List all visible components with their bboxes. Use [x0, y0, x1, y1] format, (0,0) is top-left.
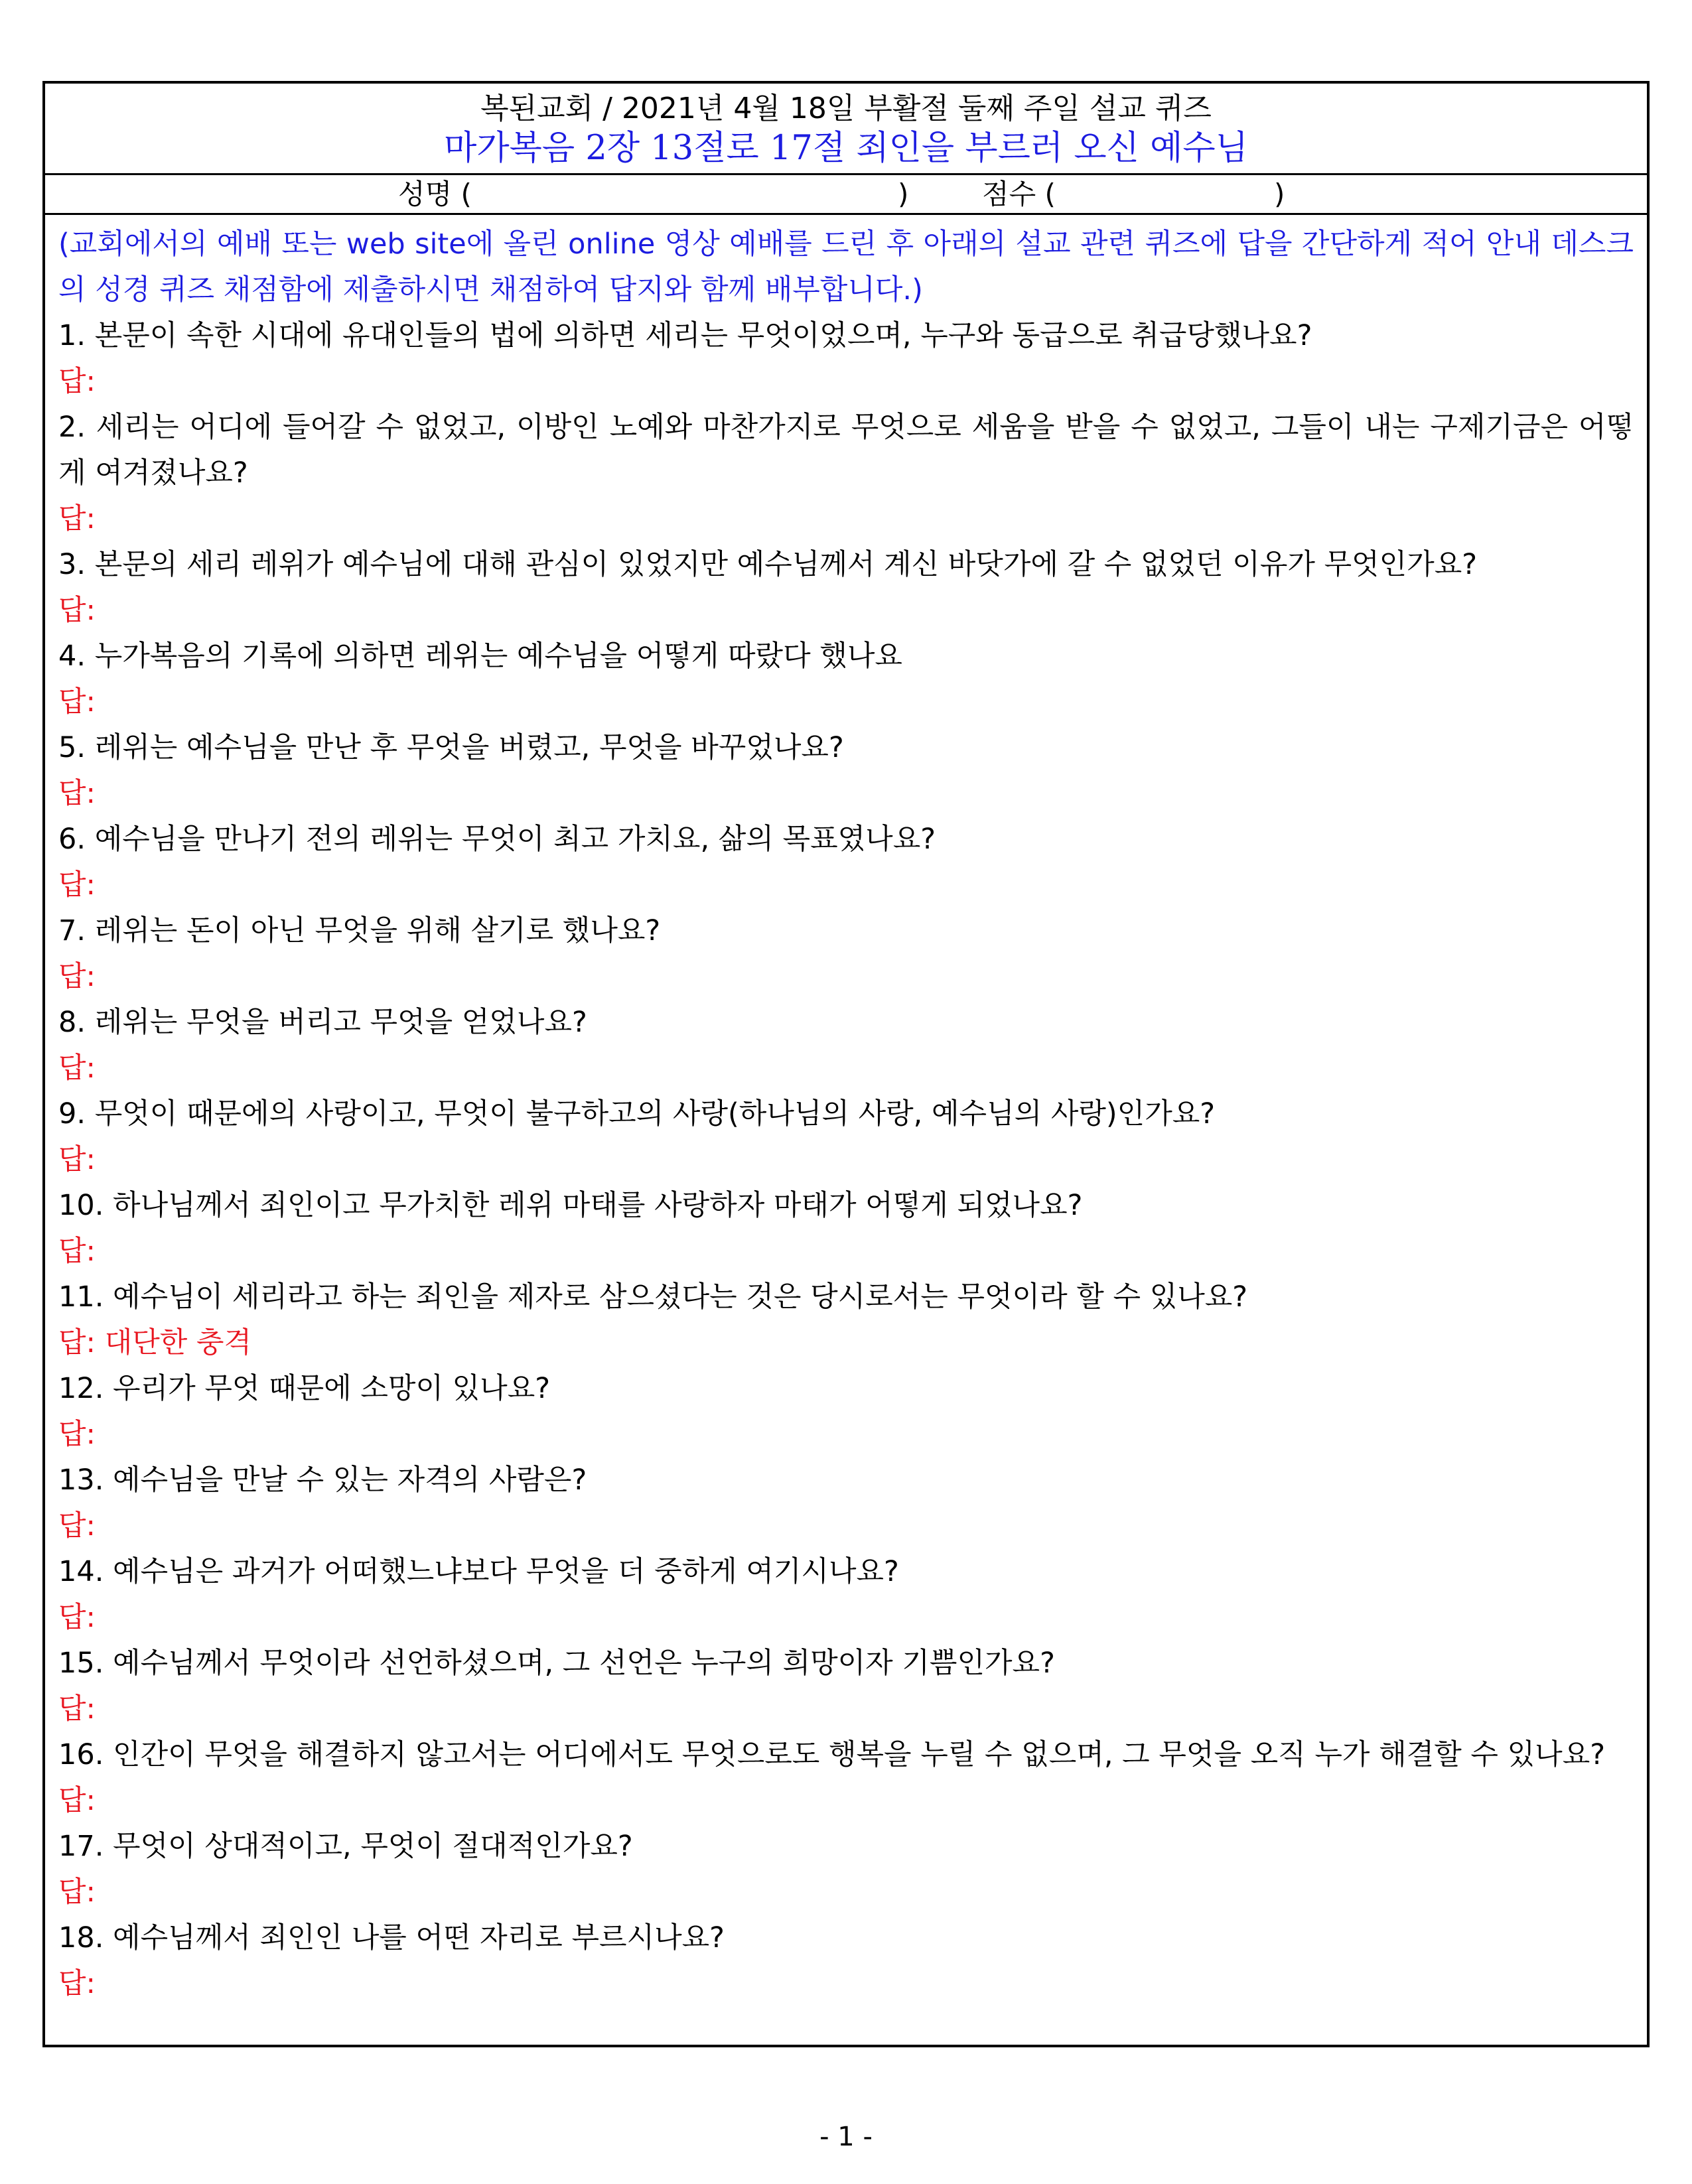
- answer-line: 답:: [58, 868, 96, 902]
- question-item: 7. 레위는 돈이 아닌 무엇을 위해 살기로 했나요?: [58, 914, 661, 947]
- answer-line: 답:: [58, 777, 96, 810]
- answer-line: 답:: [58, 685, 96, 718]
- name-score-row: [45, 175, 1647, 215]
- question-item: 1. 본문이 속한 시대에 유대인들의 법에 의하면 세리는 무엇이었으며, 누구와 동급으로 취급당했나요?: [58, 319, 1312, 352]
- question-item: 10. 하나님께서 죄인이고 무가치한 레위 마태를 사랑하자 마태가 어떻게 되었나요?: [58, 1189, 1083, 1222]
- answer-line: 답:: [58, 1967, 96, 2000]
- answer-line: 답:: [58, 1876, 96, 1909]
- name-close-paren: ): [898, 178, 909, 210]
- name-label: 성명 (: [398, 178, 472, 210]
- answer-line: 답:: [58, 1418, 96, 1451]
- question-item: 11. 예수님이 세리라고 하는 죄인을 제자로 삼으셨다는 것은 당시로서는 무엇이라 할 수 있나요?: [58, 1280, 1248, 1314]
- instructions-text: (교회에서의 예배 또는 web site에 올린 online 영상 예배를 드린 후 아래의 설교 관련 퀴즈에 답을 간단하게 적어 안내 데스크의 성경 퀴즈 채점함에 제출하시면 채점하여 답지와 함께 배부합니다.): [58, 228, 1634, 307]
- question-item: 5. 레위는 예수님을 만난 후 무엇을 버렸고, 무엇을 바꾸었나요?: [58, 731, 844, 764]
- answer-line: 답:: [58, 1235, 96, 1268]
- answer-line: 답:: [58, 960, 96, 993]
- score-label: 점수 (: [982, 178, 1056, 210]
- answer-line: 답:: [58, 1143, 96, 1176]
- question-item: 16. 인간이 무엇을 해결하지 않고서는 어디에서도 무엇으로도 행복을 누릴 수 없으며, 그 무엇을 오직 누가 해결할 수 있나요?: [58, 1738, 1606, 1771]
- question-item: 6. 예수님을 만나기 전의 레위는 무엇이 최고 가치요, 삶의 목표였나요?: [58, 823, 936, 856]
- answer-line: 답:: [58, 1692, 96, 1726]
- question-item: 18. 예수님께서 죄인인 나를 어떤 자리로 부르시나요?: [58, 1921, 725, 1954]
- question-item: 9. 무엇이 때문에의 사랑이고, 무엇이 불구하고의 사랑(하나님의 사랑, 예수님의 사랑)인가요?: [58, 1097, 1216, 1130]
- score-close-paren: ): [1274, 178, 1285, 210]
- question-item: 15. 예수님께서 무엇이라 선언하셨으며, 그 선언은 누구의 희망이자 기쁨인가요?: [58, 1647, 1055, 1680]
- question-item: 12. 우리가 무엇 때문에 소망이 있나요?: [58, 1372, 551, 1405]
- question-item: 3. 본문의 세리 레위가 예수님에 대해 관심이 있었지만 예수님께서 계신 바닷가에 갈 수 없었던 이유가 무엇인가요?: [58, 548, 1478, 581]
- question-item: 14. 예수님은 과거가 어떠했느냐보다 무엇을 더 중하게 여기시나요?: [58, 1555, 899, 1588]
- quiz-header: [45, 84, 1647, 175]
- answer-line: 답:: [58, 594, 96, 627]
- quiz-sheet: [42, 81, 1650, 2047]
- answer-line: 답:: [58, 1601, 96, 1634]
- answer-line: 답:: [58, 502, 96, 535]
- quiz-body: [45, 215, 1647, 2007]
- page-number: - 1 -: [819, 2122, 873, 2152]
- answer-line: 답:: [58, 1052, 96, 1085]
- question-item: 2. 세리는 어디에 들어갈 수 없었고, 이방인 노예와 마찬가지로 무엇으로 세움을 받을 수 없었고, 그들이 내는 구제기금은 어떻게 여겨졌나요?: [58, 411, 1634, 490]
- page-title: 복된교회 / 2021년 4월 18일 부활절 둘째 주일 설교 퀴즈: [480, 92, 1212, 125]
- question-item: 17. 무엇이 상대적이고, 무엇이 절대적인가요?: [58, 1830, 633, 1863]
- question-item: 8. 레위는 무엇을 버리고 무엇을 얻었나요?: [58, 1006, 587, 1039]
- answer-line: 답:: [58, 1509, 96, 1542]
- sermon-subtitle: 마가복음 2장 13절로 17절 죄인을 부르러 오신 예수님: [444, 129, 1248, 168]
- answer-line: 답: 대단한 충격: [58, 1326, 252, 1359]
- question-list: [58, 313, 1634, 2007]
- question-item: 13. 예수님을 만날 수 있는 자격의 사람은?: [58, 1464, 587, 1497]
- answer-line: 답:: [58, 365, 96, 398]
- question-item: 4. 누가복음의 기록에 의하면 레위는 예수님을 어떻게 따랐다 했나요: [58, 640, 902, 673]
- answer-line: 답:: [58, 1784, 96, 1817]
